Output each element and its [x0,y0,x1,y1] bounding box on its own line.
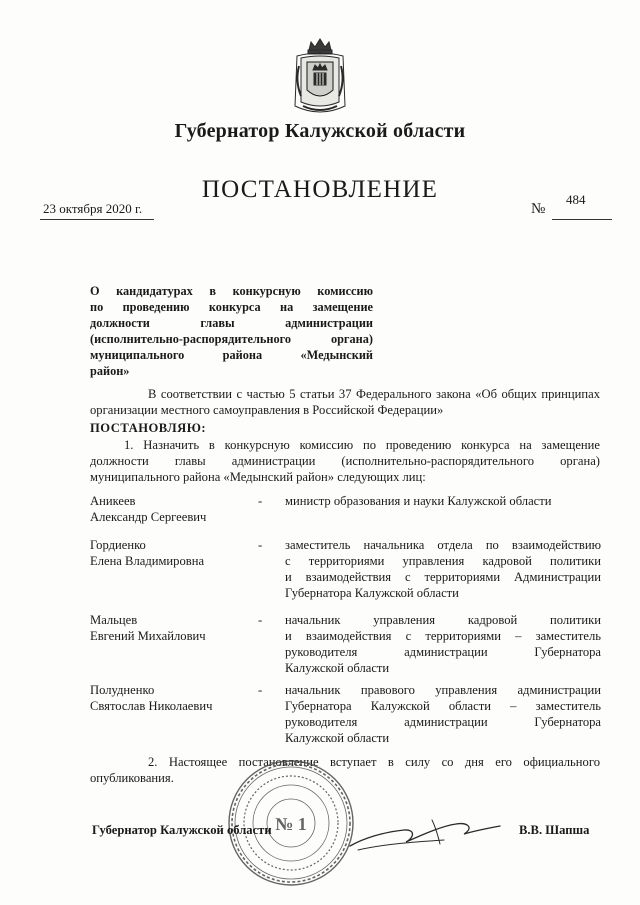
role-line: заместитель начальника отдела по взаимодействию [285,538,601,552]
document-subject [90,283,373,379]
decree-word [90,420,600,436]
subject-line: должности главы администрации [90,316,373,330]
member-given-names: Александр Сергеевич [90,510,207,524]
date-underline [40,219,154,220]
member-dash: - [258,494,263,508]
role-line: Калужской области [285,661,390,675]
subject-line: муниципального района «Медынский [90,348,373,362]
commission-member [90,493,602,527]
member-role [285,612,601,676]
clause-1-paragraph: 1. Назначить в конкурсную комиссию по проведению конкурса на замещение должности главы администрации (исполнительно-распорядительного органа) муниципального района «Медынский район» следующих лиц: [90,438,600,484]
issuer-title: Губернатор Калужской области [174,120,466,142]
signatory-title: Губернатор Калужской области [92,823,272,837]
number-underline [552,219,612,220]
subject-line: по проведению конкурса на замещение [90,300,373,314]
clause-2-paragraph: 2. Настоящее постановление вступает в силу со дня его официального опубликования. [90,755,600,785]
subject-line: район» [90,364,130,378]
preamble-paragraph: В соответствии с частью 5 статьи 37 Федерального закона «Об общих принципах организации местного самоуправления в Российской Федерации» [90,387,600,417]
document-date: 23 октября 2020 г. [43,201,143,216]
role-line: Губернатора Калужской области [285,586,459,600]
member-given-names: Святослав Николаевич [90,699,213,713]
signatory-name: В.В. Шапша [519,823,590,837]
role-line: начальник правового управления администрации [285,683,601,697]
coat-of-arms-emblem [291,36,349,120]
subject-line: О кандидатурах в конкурсную комиссию [90,284,373,298]
member-surname: Гордиенко [90,538,146,552]
role-line: министр образования и науки Калужской области [285,494,552,508]
member-surname: Полудненко [90,683,155,697]
commission-member [90,537,602,603]
member-given-names: Евгений Михайлович [90,629,206,643]
decree-label: ПОСТАНОВЛЯЮ: [90,421,207,435]
member-role [285,493,601,509]
commission-member [90,612,602,678]
role-line: Губернатора Калужской области – заместитель [285,699,601,713]
member-name [90,682,263,714]
role-line: Калужской области [285,731,390,745]
member-surname: Мальцев [90,613,138,627]
member-name [90,537,263,569]
member-given-names: Елена Владимировна [90,554,205,568]
member-dash: - [258,613,263,627]
document-type-heading: ПОСТАНОВЛЕНИЕ [201,176,439,203]
member-role [285,682,601,746]
role-line: и взаимодействия с территориями – заместитель [285,629,601,643]
number-label: № [531,201,546,217]
commission-member [90,682,602,748]
role-line: и взаимодействия с территориями Администрации [285,570,601,584]
member-dash: - [258,538,263,552]
member-surname: Аникеев [90,494,136,508]
role-line: руководителя администрации Губернатора [285,645,601,659]
handwritten-signature [344,808,504,858]
role-line: руководителя администрации Губернатора [285,715,601,729]
member-dash: - [258,683,263,697]
role-line: начальник управления кадровой политики [285,613,601,627]
subject-line: (исполнительно-распорядительного органа) [90,332,373,346]
member-role [285,537,601,601]
seal-number: № 1 [275,814,307,834]
member-name [90,493,263,525]
member-name [90,612,263,644]
document-number: 484 [566,192,586,207]
role-line: с территориями управления кадровой политики [285,554,601,568]
